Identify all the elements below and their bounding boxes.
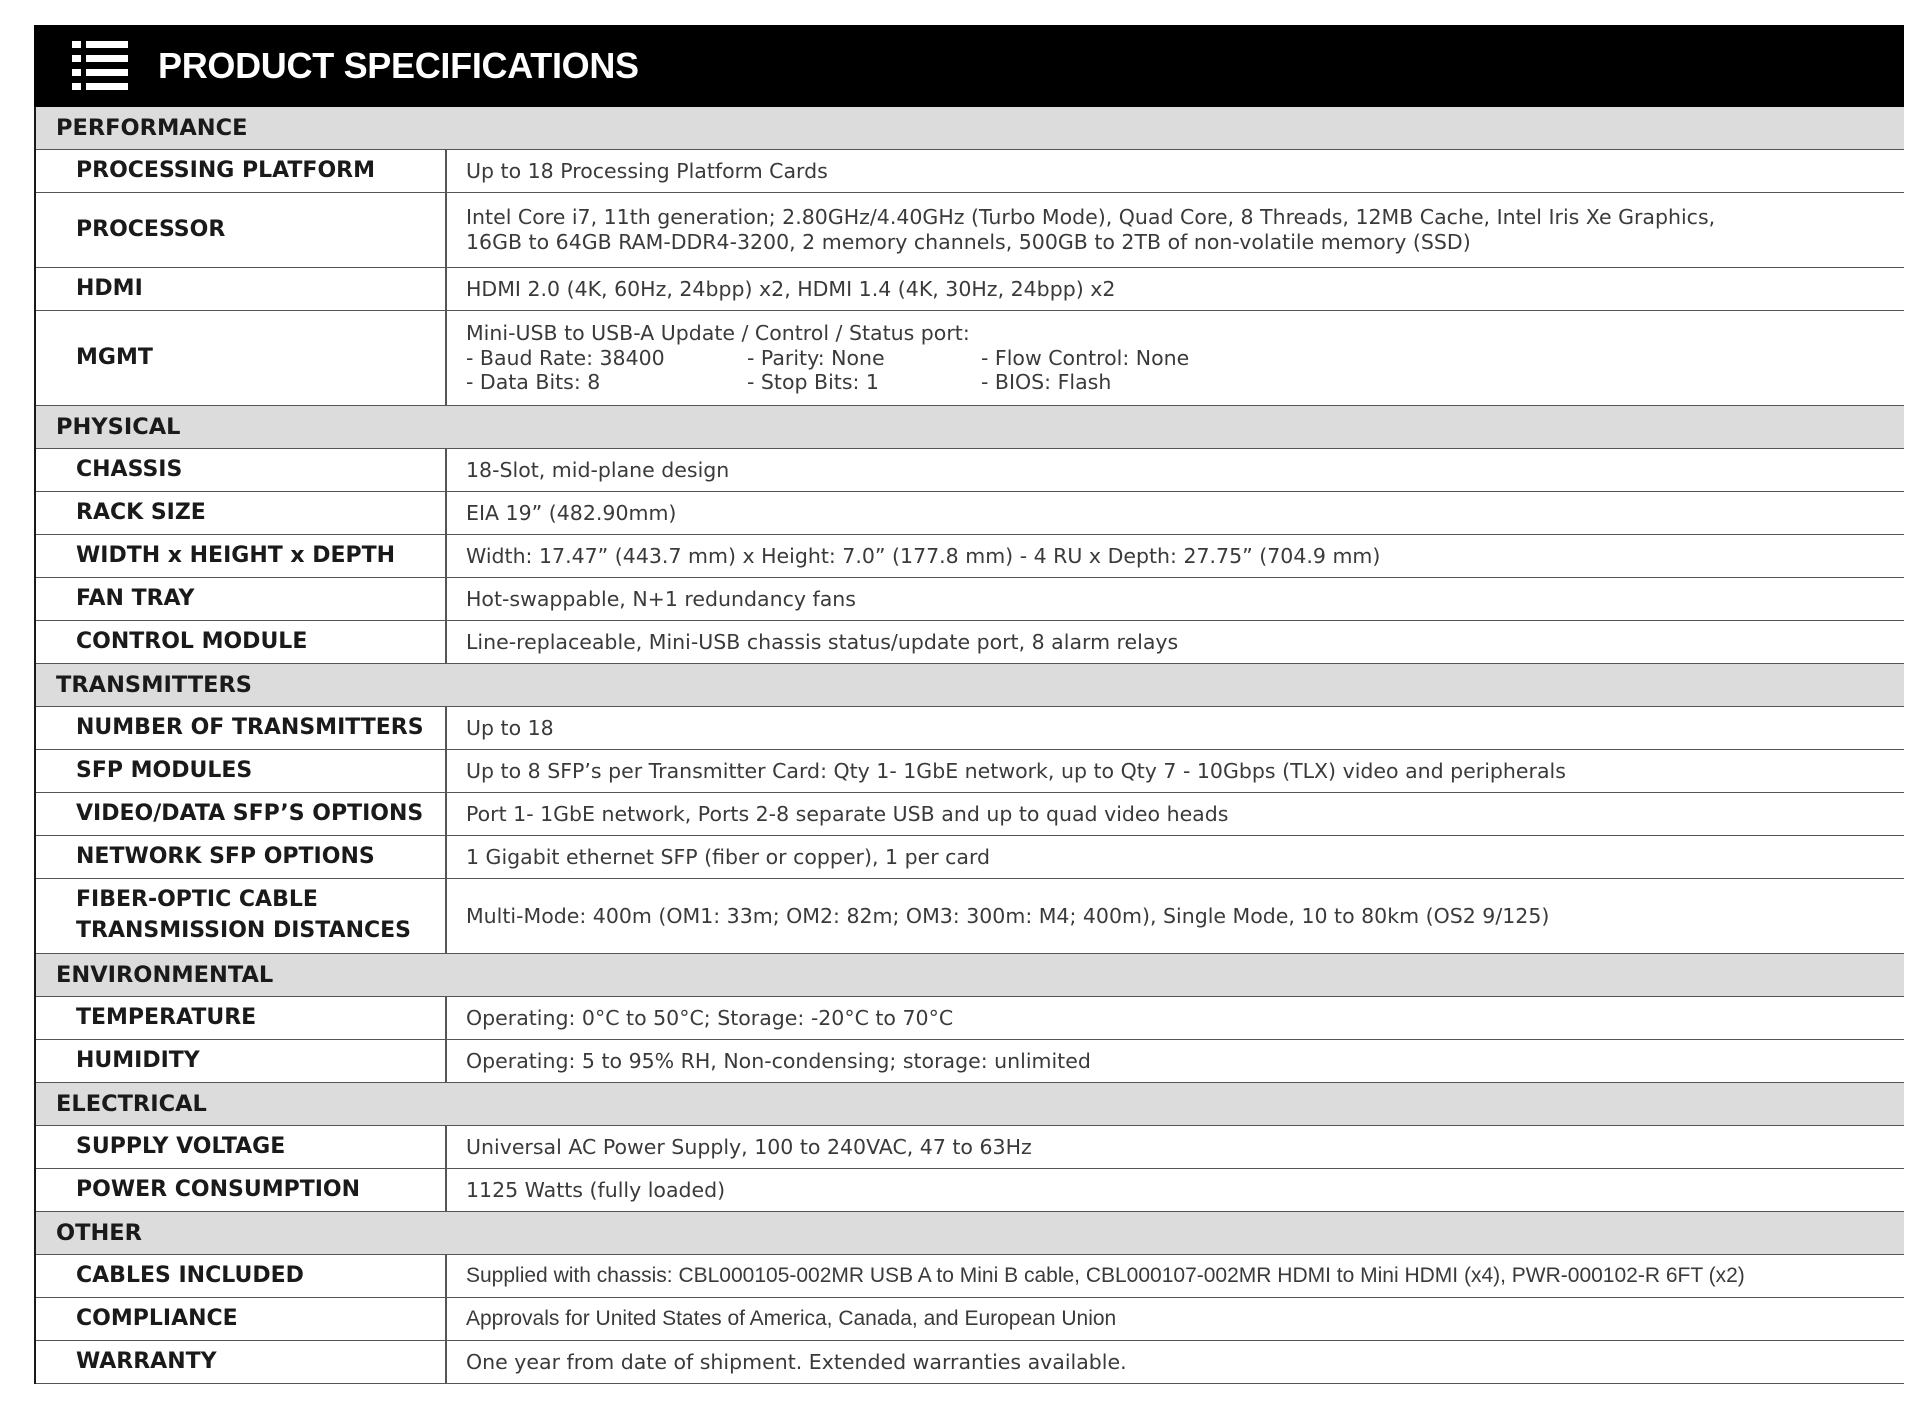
- spec-label: SUPPLY VOLTAGE: [35, 1126, 446, 1169]
- section-transmitters: [35, 664, 1904, 707]
- spec-value: Up to 8 SFP’s per Transmitter Card: Qty 1- 1GbE network, up to Qty 7 - 10Gbps (TLX) video and peripherals: [446, 750, 1904, 793]
- spec-row-supply-voltage: [35, 1126, 1904, 1169]
- spec-label: COMPLIANCE: [35, 1298, 446, 1341]
- spec-row-video-data-sfp: [35, 793, 1904, 836]
- spec-row-cables-included: [35, 1255, 1904, 1298]
- spec-header: [34, 25, 1904, 107]
- spec-value: Hot-swappable, N+1 redundancy fans: [446, 578, 1904, 621]
- spec-row-hdmi: [35, 268, 1904, 311]
- spec-row-number-of-transmitters: [35, 707, 1904, 750]
- spec-value: Port 1- 1GbE network, Ports 2-8 separate USB and up to quad video heads: [446, 793, 1904, 836]
- mgmt-params: [466, 346, 1904, 395]
- spec-row-fan-tray: [35, 578, 1904, 621]
- spec-value: Up to 18 Processing Platform Cards: [446, 150, 1904, 193]
- spec-label: WIDTH x HEIGHT x DEPTH: [35, 535, 446, 578]
- spec-row-chassis: [35, 449, 1904, 492]
- section-title: PHYSICAL: [35, 406, 1904, 449]
- spec-value: Approvals for United States of America, Canada, and European Union: [446, 1298, 1904, 1341]
- spec-row-processing-platform: [35, 150, 1904, 193]
- section-electrical: [35, 1083, 1904, 1126]
- spec-row-mgmt: [35, 311, 1904, 406]
- spec-row-dimensions: [35, 535, 1904, 578]
- spec-value: EIA 19” (482.90mm): [446, 492, 1904, 535]
- mgmt-baud-rate: - Baud Rate: 38400: [466, 345, 665, 370]
- spec-value: Up to 18: [446, 707, 1904, 750]
- spec-value: Universal AC Power Supply, 100 to 240VAC, 47 to 63Hz: [446, 1126, 1904, 1169]
- spec-value: Operating: 0°C to 50°C; Storage: -20°C to 70°C: [446, 997, 1904, 1040]
- spec-row-rack-size: [35, 492, 1904, 535]
- section-other: [35, 1212, 1904, 1255]
- spec-value: [446, 311, 1904, 406]
- mgmt-parity: - Parity: None: [747, 345, 885, 370]
- spec-label-line: TRANSMISSION DISTANCES: [76, 918, 412, 943]
- mgmt-intro: Mini-USB to USB-A Update / Control / Status port:: [466, 321, 970, 346]
- spec-label: HUMIDITY: [35, 1040, 446, 1083]
- spec-row-humidity: [35, 1040, 1904, 1083]
- spec-label: PROCESSOR: [35, 193, 446, 268]
- spec-label: CONTROL MODULE: [35, 621, 446, 664]
- spec-label: NUMBER OF TRANSMITTERS: [35, 707, 446, 750]
- spec-label: WARRANTY: [35, 1341, 446, 1384]
- spec-label: [35, 879, 446, 954]
- spec-sheet: [34, 25, 1904, 1384]
- spec-label: FAN TRAY: [35, 578, 446, 621]
- mgmt-data-bits: - Data Bits: 8: [466, 370, 601, 395]
- spec-value: HDMI 2.0 (4K, 60Hz, 24bpp) x2, HDMI 1.4 (4K, 30Hz, 24bpp) x2: [446, 268, 1904, 311]
- spec-row-processor: [35, 193, 1904, 268]
- spec-label: HDMI: [35, 268, 446, 311]
- mgmt-stop-bits: - Stop Bits: 1: [747, 370, 879, 395]
- spec-value: [446, 193, 1904, 268]
- spec-label: CHASSIS: [35, 449, 446, 492]
- spec-label: PROCESSING PLATFORM: [35, 150, 446, 193]
- section-environmental: [35, 954, 1904, 997]
- spec-label: VIDEO/DATA SFP’S OPTIONS: [35, 793, 446, 836]
- mgmt-bios: - BIOS: Flash: [981, 370, 1112, 395]
- spec-row-temperature: [35, 997, 1904, 1040]
- spec-row-control-module: [35, 621, 1904, 664]
- spec-value: Width: 17.47” (443.7 mm) x Height: 7.0” (177.8 mm) - 4 RU x Depth: 27.75” (704.9 mm): [446, 535, 1904, 578]
- section-title: OTHER: [35, 1212, 1904, 1255]
- spec-value-line: Intel Core i7, 11th generation; 2.80GHz/4.40GHz (Turbo Mode), Quad Core, 8 Threads, 12MB Cache, Intel Iris Xe Graphics,: [466, 205, 1716, 230]
- spec-value: Operating: 5 to 95% RH, Non-condensing; storage: unlimited: [446, 1040, 1904, 1083]
- spec-label: RACK SIZE: [35, 492, 446, 535]
- spec-value: One year from date of shipment. Extended warranties available.: [446, 1341, 1904, 1384]
- list-icon: [72, 41, 128, 91]
- spec-row-warranty: [35, 1341, 1904, 1384]
- spec-row-power-consumption: [35, 1169, 1904, 1212]
- spec-value: 1125 Watts (fully loaded): [446, 1169, 1904, 1212]
- section-performance: [35, 107, 1904, 150]
- spec-value-line: 16GB to 64GB RAM-DDR4-3200, 2 memory channels, 500GB to 2TB of non-volatile memory (SSD): [466, 230, 1471, 254]
- spec-table: [34, 107, 1904, 1384]
- spec-label: POWER CONSUMPTION: [35, 1169, 446, 1212]
- spec-label: SFP MODULES: [35, 750, 446, 793]
- spec-row-sfp-modules: [35, 750, 1904, 793]
- spec-label: MGMT: [35, 311, 446, 406]
- mgmt-flow-control: - Flow Control: None: [981, 345, 1190, 370]
- section-physical: [35, 406, 1904, 449]
- spec-label: TEMPERATURE: [35, 997, 446, 1040]
- section-title: ENVIRONMENTAL: [35, 954, 1904, 997]
- spec-label-line: FIBER-OPTIC CABLE: [76, 887, 318, 913]
- section-title: PERFORMANCE: [35, 107, 1904, 150]
- spec-value: Supplied with chassis: CBL000105-002MR USB A to Mini B cable, CBL000107-002MR HDMI to Mini HDMI (x4), PWR-000102-R 6FT (x2): [446, 1255, 1904, 1298]
- section-title: ELECTRICAL: [35, 1083, 1904, 1126]
- spec-row-compliance: [35, 1298, 1904, 1341]
- spec-label: NETWORK SFP OPTIONS: [35, 836, 446, 879]
- spec-value: Multi-Mode: 400m (OM1: 33m; OM2: 82m; OM3: 300m: M4; 400m), Single Mode, 10 to 80km (OS2 9/125): [446, 879, 1904, 954]
- page-title: PRODUCT SPECIFICATIONS: [158, 45, 639, 86]
- section-title: TRANSMITTERS: [35, 664, 1904, 707]
- spec-value: 1 Gigabit ethernet SFP (fiber or copper), 1 per card: [446, 836, 1904, 879]
- spec-value: Line-replaceable, Mini-USB chassis status/update port, 8 alarm relays: [446, 621, 1904, 664]
- spec-row-fiber-optic: [35, 879, 1904, 954]
- spec-label: CABLES INCLUDED: [35, 1255, 446, 1298]
- spec-row-network-sfp: [35, 836, 1904, 879]
- spec-value: 18-Slot, mid-plane design: [446, 449, 1904, 492]
